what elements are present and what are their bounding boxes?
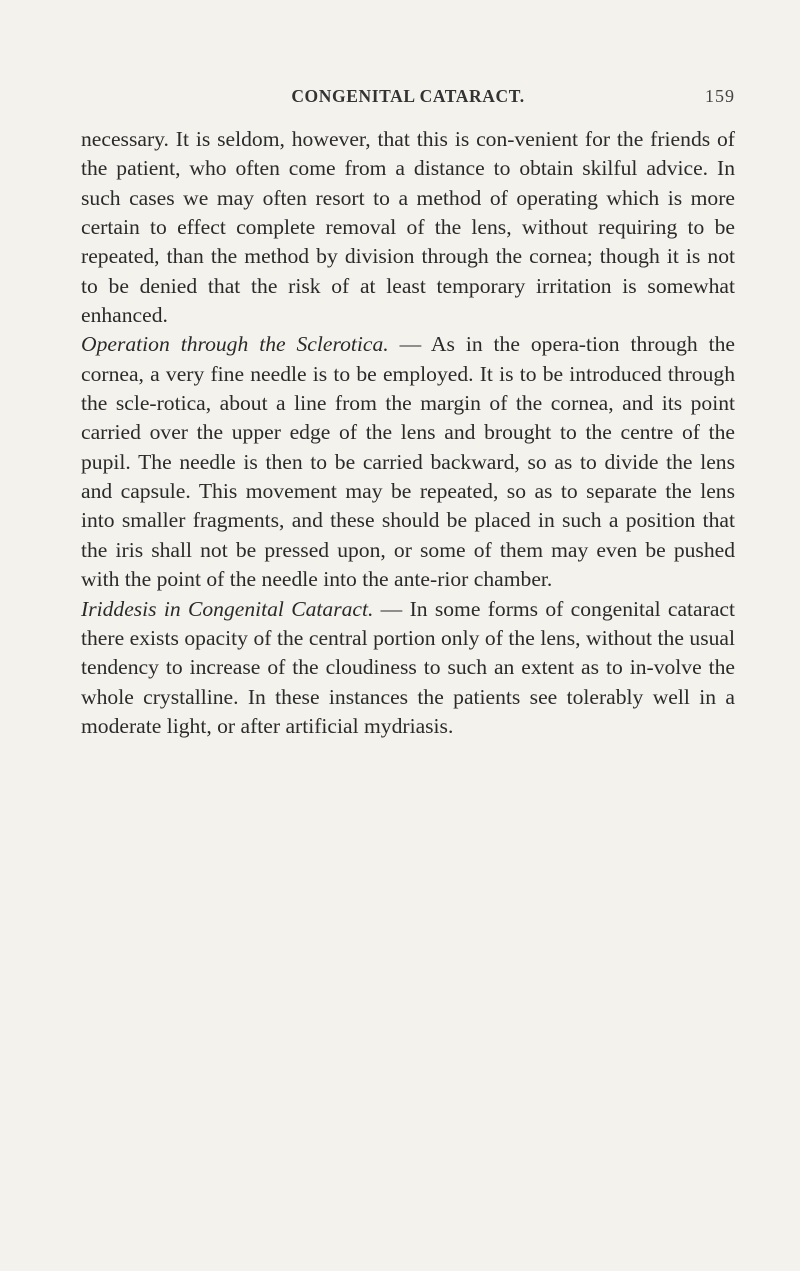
section-heading-operation-through-sclerotica: Operation through the Sclerotica. xyxy=(81,332,389,357)
section-heading-iriddesis: Iriddesis in Congenital Cataract. xyxy=(81,596,374,621)
paragraph-1-text: necessary. It is seldom, however, that this is con-venient for the friends of the patient, who often come from a distance to obtain skilful advice. In such cases we may often resort to a method of operating which is more certain to effect complete removal of the lens, without requiring to be repeated, than the method by division through the cornea; though it is not to be denied that the risk of at least temporary irritation is somewhat enhanced. xyxy=(81,127,735,328)
running-head xyxy=(81,86,735,110)
paragraph-3-text: — In some forms of congenital cataract there exists opacity of the central portion only of the lens, without the usual tendency to increase of the cloudiness to such an extent as to in-volve the whole crystalline. In these instances the patients see tolerably well in a moderate light, or after artificial mydriasis. xyxy=(81,596,735,738)
body-text xyxy=(81,125,735,741)
running-title: CONGENITAL CATARACT. xyxy=(291,86,525,106)
page-number: 159 xyxy=(705,86,735,106)
paragraph-3 xyxy=(81,595,735,742)
paragraph-2 xyxy=(81,330,735,594)
paragraph-2-text: — As in the opera-tion through the cornea, a very fine needle is to be employed. It is to be introduced through the scle-rotica, about a line from the margin of the cornea, and its point carried over the upper edge of the lens and brought to the centre of the pupil. The needle is then to be carried backward, so as to divide the lens and capsule. This movement may be repeated, so as to separate the lens into smaller fragments, and these should be placed in such a position that the iris shall not be pressed upon, or some of them may even be pushed with the point of the needle into the ante-rior chamber. xyxy=(81,332,735,592)
paragraph-1 xyxy=(81,125,735,330)
